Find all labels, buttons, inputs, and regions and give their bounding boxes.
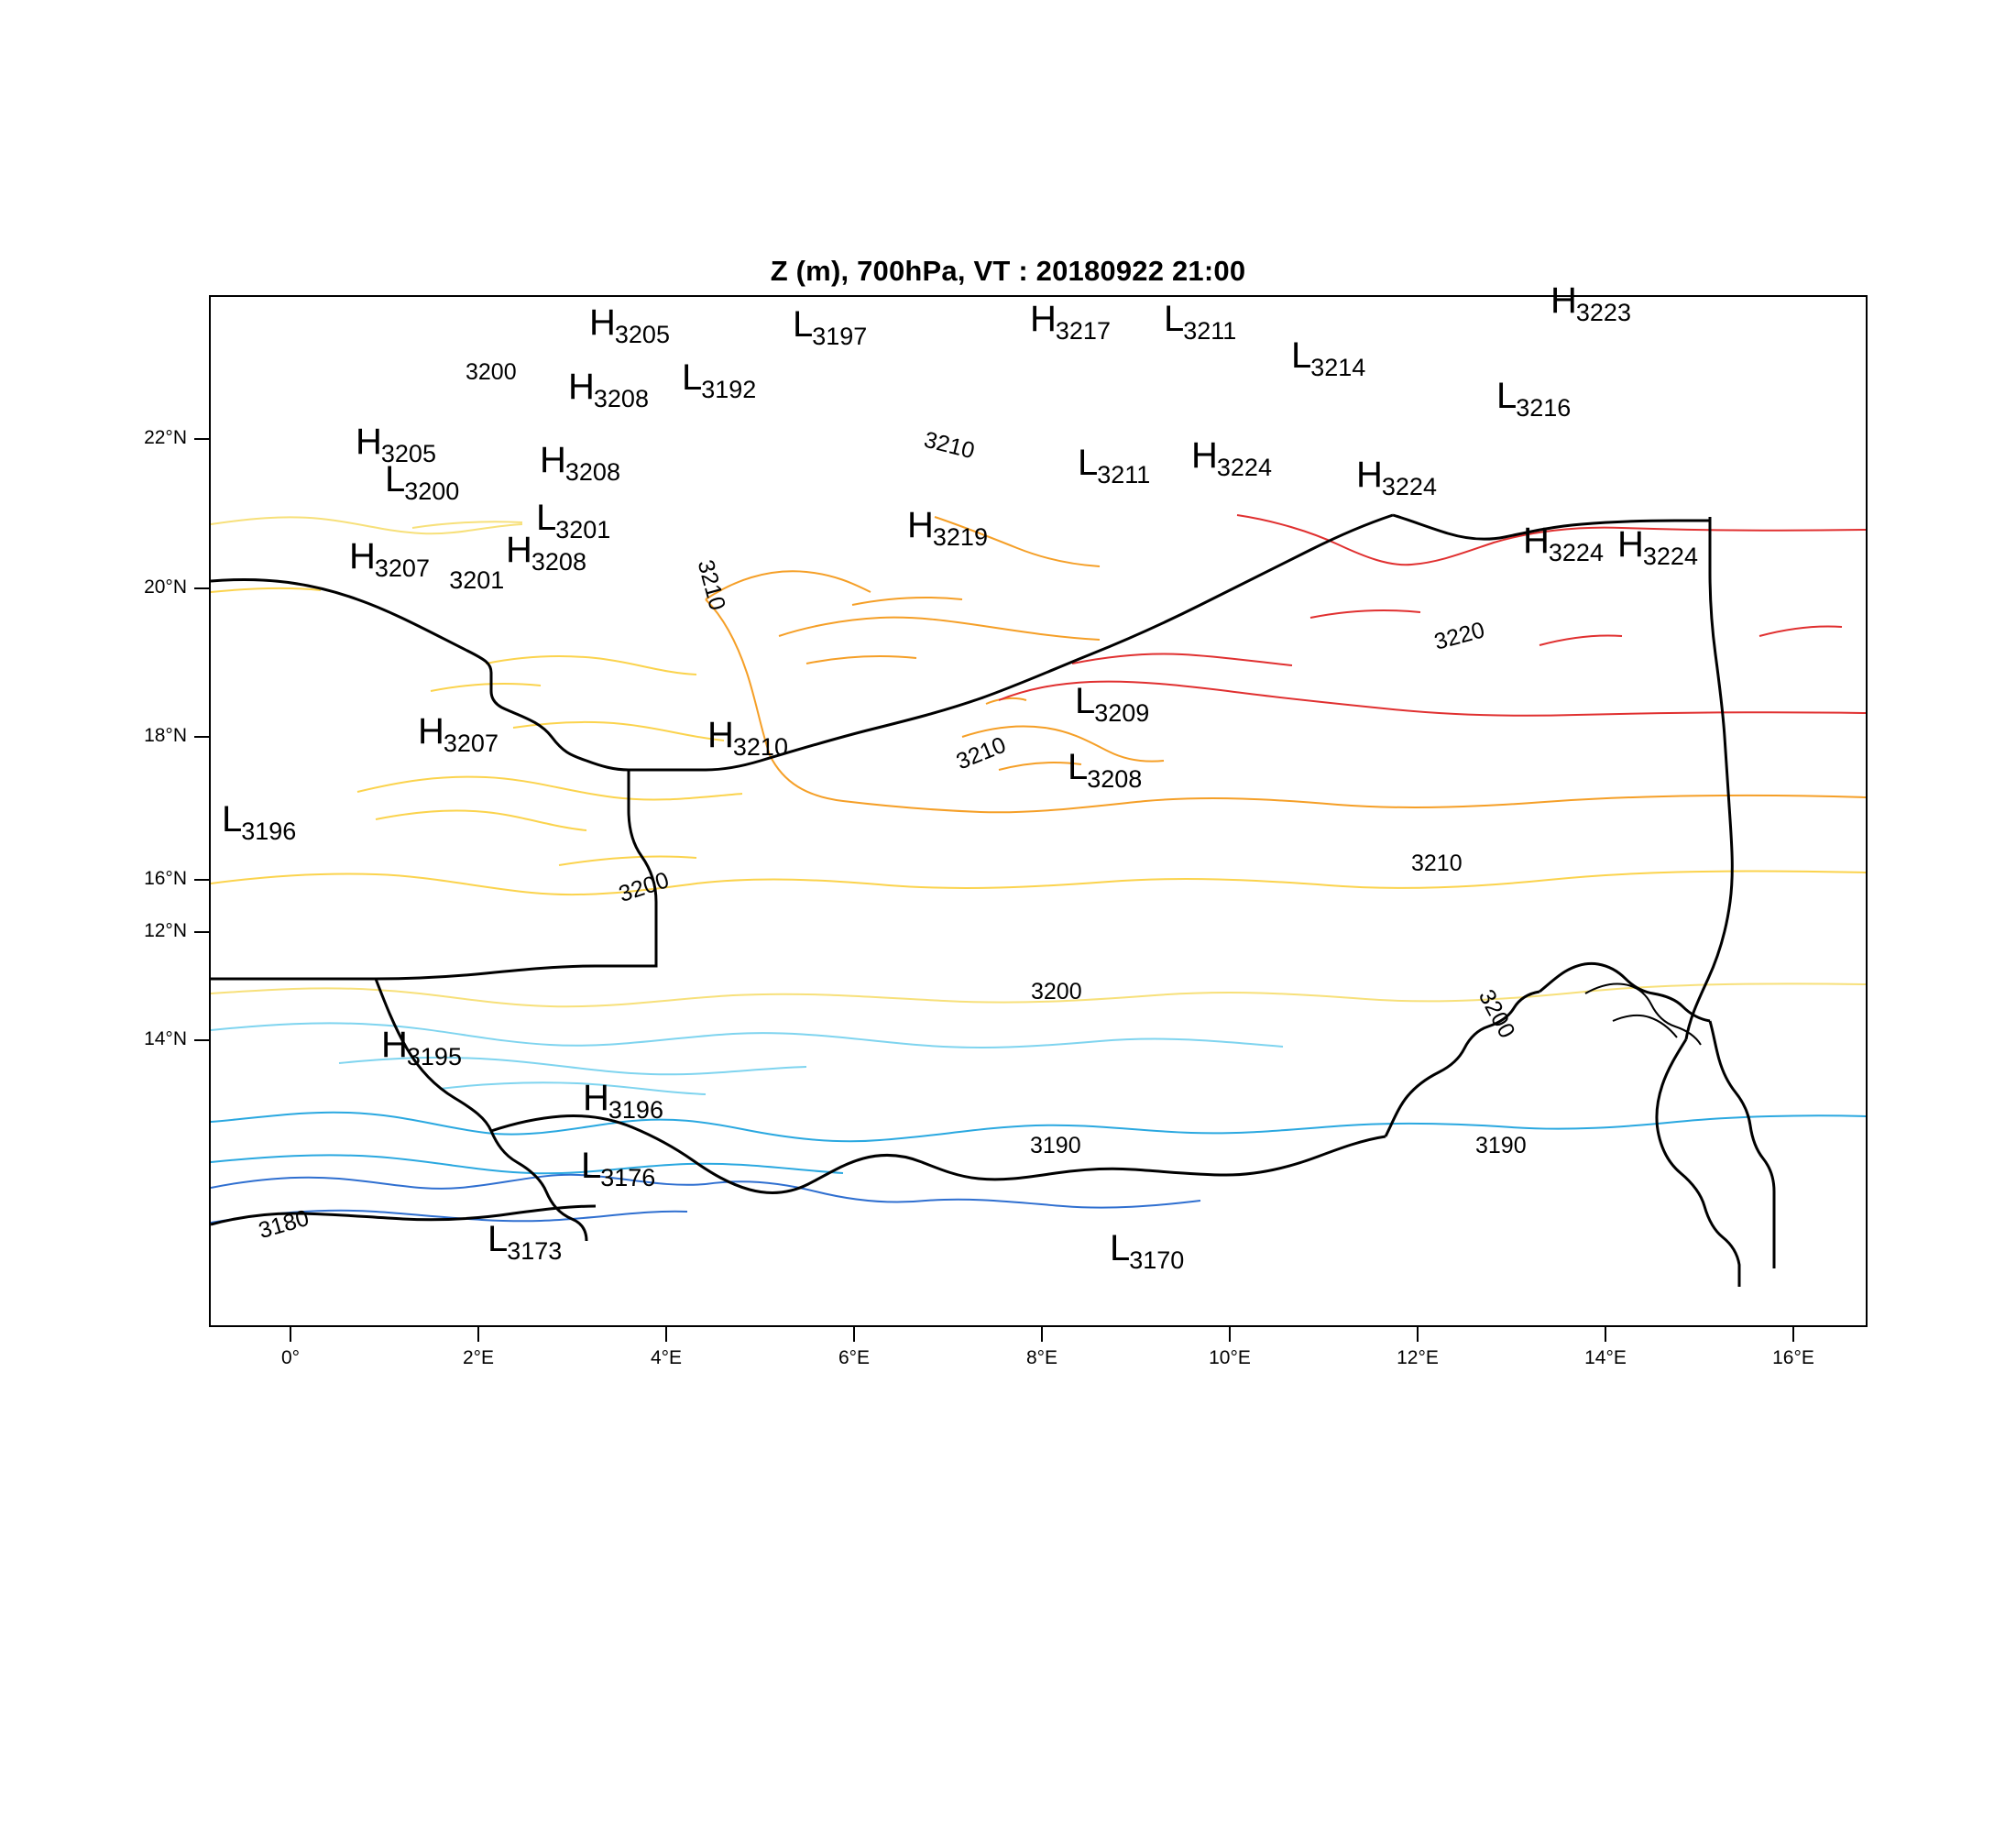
contour-label: 3210 <box>952 731 1010 775</box>
contour-lines-3195 <box>211 1023 1283 1094</box>
extremum-type: L <box>222 799 243 840</box>
extremum-type: H <box>1356 455 1383 495</box>
extremum-type: H <box>356 422 382 462</box>
extremum-marker <box>1110 1228 1185 1274</box>
extremum-type: L <box>1110 1228 1131 1268</box>
contour-label: 3200 <box>466 359 517 385</box>
extremum-value: 3208 <box>564 458 620 486</box>
extremum-value: 3176 <box>600 1164 656 1191</box>
extremum-type: H <box>418 711 444 752</box>
xtick-label-8E: 8°E <box>1025 1347 1058 1368</box>
extremum-value: 3205 <box>614 321 670 348</box>
extremum-value: 3217 <box>1055 317 1111 345</box>
xtick-label-14E: 14°E <box>1584 1347 1627 1368</box>
extremum-value: 3211 <box>1183 317 1237 345</box>
extremum-marker <box>430 550 505 594</box>
extremum-marker <box>1030 299 1112 345</box>
extremum-type: L <box>488 1219 509 1259</box>
extremum-type: L <box>682 357 703 398</box>
extremum-value: 3208 <box>1087 765 1143 793</box>
extremum-type: H <box>506 530 532 570</box>
extremum-marker <box>793 304 868 350</box>
extremum-type: H <box>907 505 934 545</box>
contour-label: 3180 <box>256 1204 312 1245</box>
country-borders <box>211 515 1774 1287</box>
extremum-marker <box>1550 280 1632 326</box>
extremum-marker <box>1291 335 1366 381</box>
extremum-marker <box>349 536 431 582</box>
extremum-marker <box>1075 681 1150 727</box>
contour-label: 3220 <box>1431 617 1488 655</box>
extremum-marker <box>381 1025 463 1070</box>
extremum-value: 3173 <box>507 1237 563 1265</box>
extremum-value: 3223 <box>1575 299 1631 326</box>
chart-title: Z (m), 700hPa, VT : 20180922 21:00 <box>770 255 1246 287</box>
ytick-mark <box>194 736 209 738</box>
extremum-value: 3210 <box>732 733 788 761</box>
ytick-mark <box>194 879 209 881</box>
extremum-value: 3197 <box>812 323 868 350</box>
ytick-mark <box>194 1039 209 1041</box>
extremum-marker <box>583 1078 664 1124</box>
map-contours <box>211 297 1866 1325</box>
extremum-value: 3170 <box>1129 1246 1185 1274</box>
ytick-label-12N: 12°N <box>144 920 187 941</box>
extremum-marker <box>506 530 587 576</box>
map-plot-area <box>209 295 1868 1327</box>
extremum-value: 3224 <box>1548 539 1604 566</box>
extremum-value: 3224 <box>1216 454 1272 481</box>
extremum-marker <box>707 715 789 761</box>
extremum-marker <box>536 498 611 543</box>
extremum-type: H <box>1550 280 1577 321</box>
contour-label: 3200 <box>615 867 673 907</box>
extremum-type: H <box>381 1025 408 1065</box>
xtick-mark <box>1041 1327 1043 1342</box>
extremum-marker <box>1191 435 1273 481</box>
extremum-type: H <box>540 440 566 480</box>
extremum-marker <box>581 1146 656 1191</box>
extremum-type: L <box>536 498 557 538</box>
contour-label: 3210 <box>921 426 978 465</box>
extremum-value: 3216 <box>1516 394 1572 422</box>
contour-label: 3200 <box>1031 979 1082 1004</box>
extremum-value: 3192 <box>701 376 757 403</box>
extremum-marker <box>356 422 437 467</box>
contour-label: 3190 <box>1475 1133 1527 1158</box>
extremum-type: L <box>1068 747 1089 787</box>
extremum-type: H <box>1617 524 1644 565</box>
ytick-label-14N: 14°N <box>144 1028 187 1049</box>
extremum-value: 3224 <box>1642 543 1698 570</box>
xtick-mark <box>1229 1327 1231 1342</box>
extremum-type: L <box>1164 299 1185 339</box>
extremum-marker <box>418 711 499 757</box>
extremum-value: 3201 <box>555 516 611 543</box>
extremum-marker <box>222 799 297 845</box>
extremum-marker <box>1617 524 1699 570</box>
extremum-value: 3200 <box>404 477 460 505</box>
extremum-type: L <box>793 304 814 345</box>
extremum-type: H <box>589 302 616 343</box>
ytick-label-22N: 22°N <box>144 427 187 448</box>
xtick-mark <box>1417 1327 1419 1342</box>
extremum-type: L <box>1291 335 1312 376</box>
extremum-marker <box>488 1219 563 1265</box>
extremum-marker <box>1164 299 1237 345</box>
xtick-label-12E: 12°E <box>1397 1347 1439 1368</box>
xtick-label-10E: 10°E <box>1209 1347 1251 1368</box>
extremum-marker <box>1523 521 1605 566</box>
extremum-type: L <box>1075 681 1096 721</box>
extremum-type: L <box>1496 376 1517 416</box>
contour-label: 3210 <box>1411 851 1463 876</box>
extremum-value: 3219 <box>932 523 988 551</box>
extremum-type: L <box>385 459 406 499</box>
extremum-value: 3196 <box>608 1096 663 1124</box>
extremum-value: 3201 <box>449 566 505 594</box>
extremum-marker <box>589 302 671 348</box>
extremum-value: 3207 <box>374 554 430 582</box>
ytick-mark <box>194 931 209 933</box>
ytick-label-20N: 20°N <box>144 576 187 598</box>
extremum-type: H <box>1191 435 1218 476</box>
xtick-label-6E: 6°E <box>838 1347 871 1368</box>
ytick-label-16N: 16°N <box>144 868 187 889</box>
extremum-marker <box>540 440 621 486</box>
extremum-marker <box>1078 443 1151 488</box>
extremum-type: H <box>583 1078 609 1118</box>
xtick-label-4E: 4°E <box>650 1347 683 1368</box>
coastline-detail <box>1585 983 1701 1045</box>
extremum-marker <box>568 367 650 412</box>
extremum-value: 3224 <box>1381 473 1437 500</box>
extremum-marker <box>1496 376 1572 422</box>
extremum-type: L <box>1078 443 1099 483</box>
xtick-mark <box>665 1327 667 1342</box>
extremum-value: 3196 <box>241 818 297 845</box>
ytick-mark <box>194 438 209 440</box>
contour-label: 3190 <box>1030 1133 1081 1158</box>
extremum-value: 3208 <box>593 385 649 412</box>
xtick-mark <box>1792 1327 1794 1342</box>
extremum-value: 3211 <box>1097 461 1151 488</box>
ytick-label-18N: 18°N <box>144 725 187 746</box>
xtick-mark <box>1605 1327 1606 1342</box>
extremum-value: 3214 <box>1310 354 1366 381</box>
contour-label: 3200 <box>1473 985 1520 1043</box>
extremum-type: H <box>707 715 734 755</box>
extremum-marker <box>907 505 989 551</box>
extremum-value: 3207 <box>443 730 499 757</box>
xtick-label-16E: 16°E <box>1772 1347 1814 1368</box>
xtick-mark <box>290 1327 291 1342</box>
extremum-type: H <box>1030 299 1057 339</box>
extremum-marker <box>1356 455 1438 500</box>
xtick-mark <box>853 1327 855 1342</box>
xtick-label-0: 0° <box>280 1347 301 1368</box>
ytick-mark <box>194 587 209 589</box>
extremum-value: 3208 <box>531 548 586 576</box>
extremum-type: H <box>349 536 376 576</box>
extremum-marker <box>385 459 460 505</box>
extremum-value: 3209 <box>1094 699 1150 727</box>
contour-label: 3210 <box>692 556 731 613</box>
xtick-label-2E: 2°E <box>462 1347 495 1368</box>
extremum-type: H <box>1523 521 1550 561</box>
extremum-marker <box>1068 747 1143 793</box>
extremum-value: 3205 <box>380 440 436 467</box>
extremum-type: L <box>581 1146 602 1186</box>
extremum-value: 3195 <box>406 1043 462 1070</box>
xtick-mark <box>477 1327 479 1342</box>
extremum-type: H <box>568 367 595 407</box>
extremum-marker <box>682 357 757 403</box>
